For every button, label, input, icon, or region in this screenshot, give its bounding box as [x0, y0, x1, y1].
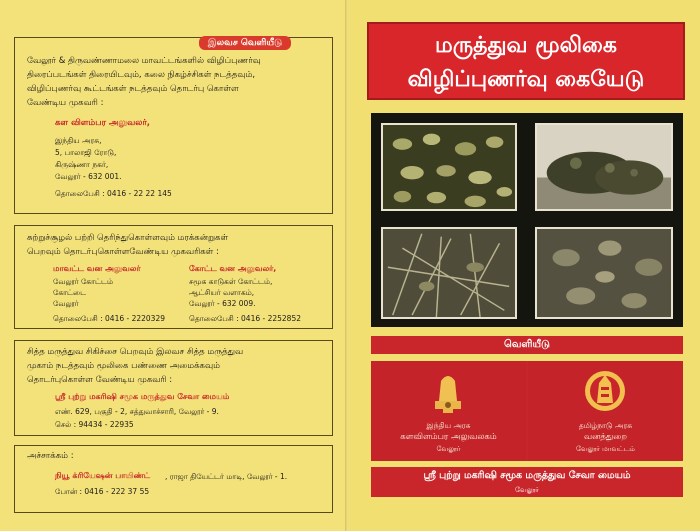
forest-contacts-box	[14, 225, 333, 329]
district-forest-phone: தொலைபேசி : 0416 - 2220329	[53, 314, 166, 323]
office-address-line: இந்திய அரசு,	[55, 136, 102, 145]
logo2-line2: வனத்துறை	[583, 432, 628, 442]
back-cover-page	[0, 0, 347, 531]
herb-photo-stems	[381, 227, 517, 319]
tamilnadu-emblem-icon	[584, 367, 626, 415]
seva-maiyam-address: எண். 629, பகுதி - 2, சத்துவாச்சாரி, வேலூர் - 9.	[55, 407, 219, 416]
herb-photo-shrub	[535, 123, 673, 211]
ashoka-emblem-icon	[429, 367, 467, 415]
office-phone: தொலைபேசி : 0416 - 22 22 145	[55, 189, 172, 198]
cover-title-banner	[367, 22, 685, 100]
box3-intro-line: தொடர்புகொள்ள வேண்டிய முகவரி :	[27, 375, 173, 385]
publisher-label-bar: வெளியீடு	[371, 336, 683, 354]
herb-photo-leaves	[381, 123, 517, 211]
logo1-line1: இந்திய அரசு	[426, 421, 471, 430]
divisional-forest-address-line: வேலூர் - 632 009.	[189, 299, 256, 308]
logo1-line3: வேலூர்	[436, 445, 461, 453]
box1-intro-line: விழிப்புணர்வு கூட்டங்கள் நடத்தவும் தொடர்பு கொள்ள	[27, 84, 239, 94]
bottom-org-name: ஸ்ரீ புற்று மகரிஷி சமூக மருத்துவ சேவா மையம்	[423, 470, 631, 481]
logo1-line2: களவிளம்பர அலுவலகம்	[400, 432, 497, 442]
herb-photo-ground	[535, 227, 673, 319]
divisional-forest-address-line: சமூக காடுகள் கோட்டம்,	[189, 277, 273, 286]
herb-photo-grid	[371, 113, 683, 327]
logo2-line1: தமிழ்நாடு அரசு	[578, 421, 633, 430]
govt-tamilnadu-logo-cell	[528, 361, 683, 461]
publisher-logos-panel	[371, 361, 683, 461]
office-title: கள விளம்பர அலுவலர்,	[55, 118, 150, 128]
printer-phone: போன் : 0416 - 222 37 55	[55, 487, 150, 496]
divisional-forest-phone: தொலைபேசி : 0416 - 2252852	[189, 314, 302, 323]
district-forest-officer-title: மாவட்ட வன அலுவலர்	[53, 264, 141, 273]
box3-intro-line: சித்த மருத்துவ சிகிச்சை பெறவும் இலவச சித்த மருத்துவ	[27, 347, 244, 357]
divisional-forest-officer-title: கோட்ட வன அலுவலர்,	[189, 264, 277, 273]
cover-title-line2: விழிப்புணர்வு கையேடு	[407, 67, 645, 92]
box2-intro-line: பெறவும் தொடர்புகொள்ளவேண்டிய முகவரிகள் :	[27, 247, 219, 257]
box2-intro-line: சுற்றுச்சூழல் பற்றி தெரிந்துகொள்ளவும் மரக்கன்றுகள்	[27, 233, 229, 243]
printer-label: அச்சாக்கம் :	[27, 451, 74, 461]
cover-title-line1: மருத்துவ மூலிகை	[435, 33, 617, 58]
free-publication-badge: இலவச வெளியீடு	[199, 36, 291, 50]
office-address-line: கிருஷ்ணா நகர்,	[55, 160, 109, 169]
box1-intro-line: திரைப்படங்கள் திரையிடவும், கலை நிகழ்ச்சிகள் நடத்தவும்,	[27, 70, 256, 80]
box1-intro-line: வேண்டிய முகவரி :	[27, 98, 104, 108]
box1-intro-line: வேலூர் & திருவண்ணாமலை மாவட்டங்களில் விழிப்புணர்வு	[27, 56, 261, 66]
box3-intro-line: முகாம் நடத்தவும் மூலிகை பண்ணை அமைக்கவும்	[27, 361, 220, 371]
district-forest-address-line: வேலூர் கோட்டம்	[53, 277, 113, 286]
printer-name: நியூ க்ரியேஷன் பாயிண்ட்	[55, 471, 151, 480]
siddha-medicine-box	[14, 340, 333, 436]
logo2-line3: வேலூர் மாவட்டம்	[576, 445, 635, 453]
bottom-org-place: வேலூர்	[515, 486, 539, 494]
printer-box	[14, 445, 333, 513]
district-forest-address-line: வேலூர்	[53, 299, 79, 308]
district-forest-address-line: கோட்டை	[53, 288, 87, 297]
seva-maiyam-name: ஸ்ரீ புற்று மகரிஷி சமூக மருத்துவ சேவா மையம்	[55, 392, 230, 401]
office-address-line: 5, பாலாஜி ரோடு,	[55, 148, 117, 157]
divisional-forest-address-line: ஆட்சியர் வளாகம்,	[189, 288, 255, 297]
free-publication-box	[14, 37, 333, 214]
printer-address: , ராஜா தியேட்டர் மாடி, வேலூர் - 1.	[165, 472, 288, 481]
front-cover-page	[349, 0, 700, 531]
govt-india-logo-cell	[371, 361, 526, 461]
seva-maiyam-bar	[371, 467, 683, 497]
seva-maiyam-phone: செல் : 94434 - 22935	[55, 420, 134, 429]
office-address-line: வேலூர் - 632 001.	[55, 172, 122, 181]
